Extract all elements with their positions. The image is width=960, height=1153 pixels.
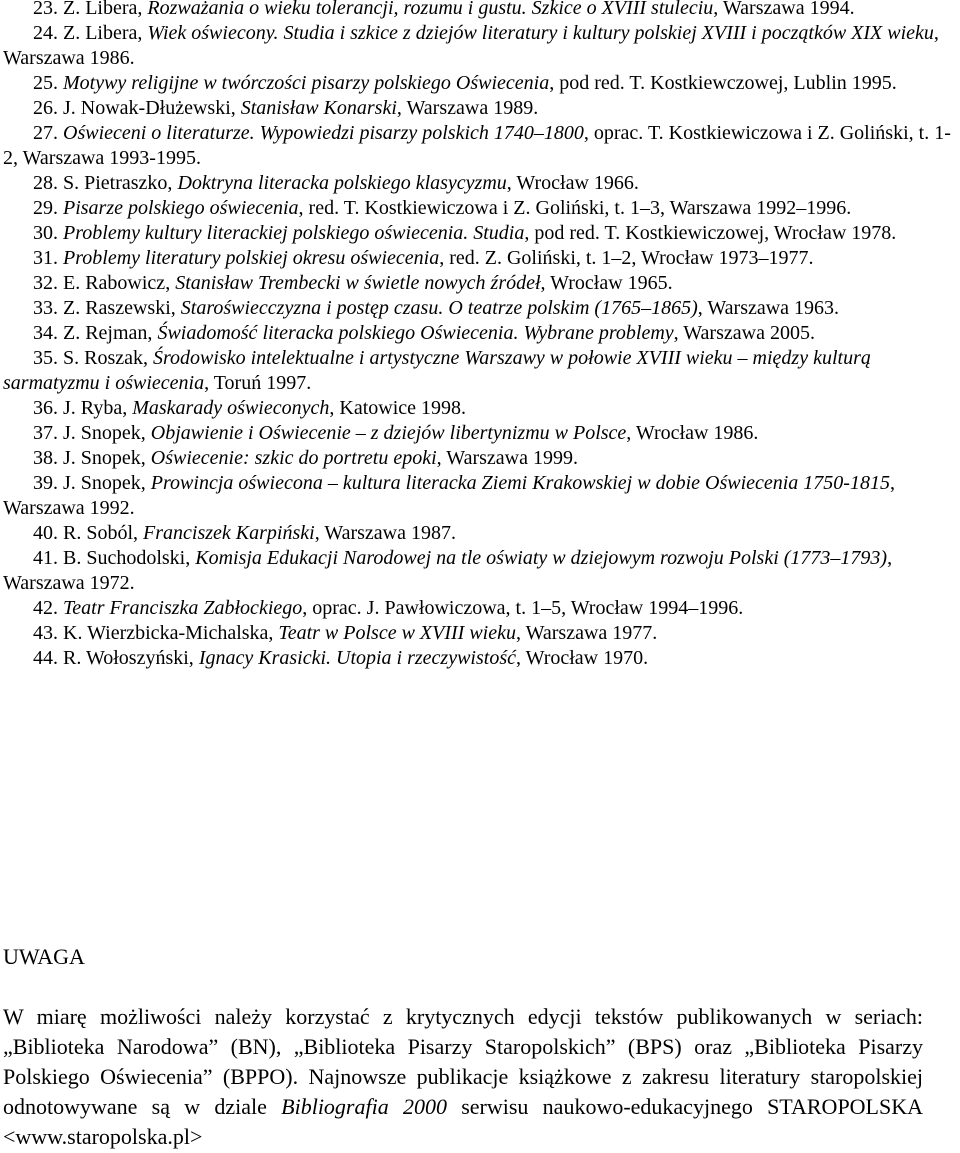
entry-number: 27. [33,122,58,144]
entry-title: Wiek oświecony. Studia i szkice z dziejów literatury i kultury polskiej XVIII i początków XIX wieku [147,22,934,44]
entry-text: Z. Libera, [58,22,148,44]
bibliography-entry [3,71,955,96]
entry-number: 33. [33,297,58,319]
bibliography-entry [3,0,955,21]
note-paragraph [3,1002,923,1152]
bibliography-entry [3,246,955,271]
note-italic-text: Bibliografia 2000 [281,1094,447,1119]
bibliography-entry [3,646,955,671]
entry-title: Doktryna literacka polskiego klasycyzmu [177,172,507,194]
entry-number: 32. [33,272,58,294]
entry-text: , Warszawa 1972. [3,547,893,594]
entry-title: Komisja Edukacji Narodowej na tle oświaty w dziejowym rozwoju Polski (1773–1793) [195,547,888,569]
note-text: serwisu naukowo-edukacyjnego STAROPOLSKA <www.staropolska.pl> [3,1094,924,1149]
entry-number: 41. [33,547,58,569]
entry-title: Teatr w Polsce w XVIII wieku [278,622,516,644]
entry-number: 42. [33,597,58,619]
entry-number: 26. [33,97,58,119]
bibliography-entry [3,596,955,621]
entry-title: Świadomość literacka polskiego Oświecenia. Wybrane problemy [157,322,674,344]
entry-number: 29. [33,197,58,219]
entry-text: J. Snopek, [58,472,151,494]
entry-title: Franciszek Karpiński [143,522,315,544]
bibliography-entry [3,296,955,321]
entry-text: J. Ryba, [58,397,133,419]
bibliography-entry [3,346,955,396]
bibliography-entry [3,621,955,646]
bibliography-entry [3,471,955,521]
entry-number: 39. [33,472,58,494]
entry-number: 23. [33,0,58,19]
entry-text: , Wrocław 1966. [506,172,639,194]
entry-text: , Warszawa 1989. [396,97,539,119]
bibliography-entry [3,446,955,471]
entry-number: 40. [33,522,58,544]
entry-text: , oprac. T. Kostkiewiczowa i Z. Goliński, t. 1-2, Warszawa 1993-1995. [3,122,951,169]
bibliography-entry [3,546,955,596]
bibliography-entry [3,521,955,546]
entry-title: Teatr Franciszka Zabłockiego [63,597,303,619]
entry-number: 34. [33,322,58,344]
entry-text: J. Snopek, [58,422,151,444]
entry-number: 31. [33,247,58,269]
bibliography-entry [3,221,955,246]
bibliography-list [3,0,955,671]
entry-text: J. Snopek, [58,447,151,469]
entry-text: , red. Z. Goliński, t. 1–2, Wrocław 1973–1977. [439,247,814,269]
entry-title: Stanisław Konarski [240,97,397,119]
bibliography-entry [3,171,955,196]
entry-title: Pisarze polskiego oświecenia [63,197,299,219]
entry-text: , Wrocław 1970. [516,647,649,669]
bibliography-entry [3,271,955,296]
entry-text: , Toruń 1997. [204,372,312,394]
entry-text: Z. Rejman, [58,322,158,344]
entry-title: Objawienie i Oświecenie – z dziejów libertynizmu w Polsce [150,422,627,444]
note-title: UWAGA [3,944,85,969]
entry-text: J. Nowak-Dłużewski, [58,97,241,119]
entry-number: 24. [33,22,58,44]
entry-text: Z. Raszewski, [58,297,181,319]
entry-text: , Wrocław 1986. [626,422,759,444]
entry-text: , Wrocław 1965. [540,272,673,294]
entry-number: 25. [33,72,58,94]
note-text: W miarę możliwości należy korzystać z krytycznych edycji tekstów publikowanych w seriach: „Biblioteka Narodowa” (BN), „Biblioteka Pisarzy Staropolskich” (BPS) oraz „Biblioteka Pisarzy Polskiego Oświecenia” (BPPO). Najnowsze publikacje książkowe z zakresu literatury staropolskiej odnotowywane są w dziale [3,1004,923,1119]
entry-title: Problemy literatury polskiej okresu oświecenia [63,247,440,269]
entry-text: , Warszawa 1963. [697,297,840,319]
bibliography-entry [3,196,955,221]
bibliography-entry [3,321,955,346]
entry-text: , Warszawa 1999. [436,447,578,469]
entry-title: Oświecenie: szkic do portretu epoki [150,447,437,469]
entry-number: 35. [33,347,58,369]
entry-text: , oprac. J. Pawłowiczowa, t. 1–5, Wrocław 1994–1996. [302,597,744,619]
bibliography-entry [3,121,955,171]
entry-text: Z. Libera, [58,0,148,19]
entry-text: S. Roszak, [58,347,153,369]
entry-title: Oświeceni o literaturze. Wypowiedzi pisarzy polskich 1740–1800 [63,122,584,144]
entry-number: 36. [33,397,58,419]
entry-text: , Warszawa 1977. [515,622,658,644]
entry-text: , Warszawa 1992. [3,472,895,519]
entry-title: Staroświecczyzna i postęp czasu. O teatrze polskim (1765–1865) [180,297,698,319]
entry-text: E. Rabowicz, [58,272,176,294]
entry-title: Stanisław Trembecki w świetle nowych źródeł [175,272,541,294]
entry-title: Maskarady oświeconych [132,397,330,419]
entry-text: S. Pietraszko, [58,172,178,194]
entry-number: 44. [33,647,58,669]
entry-number: 37. [33,422,58,444]
entry-title: Motywy religijne w twórczości pisarzy polskiego Oświecenia [63,72,550,94]
entry-text: , pod red. T. Kostkiewiczowej, Wrocław 1978. [524,222,897,244]
entry-title: Problemy kultury literackiej polskiego oświecenia. Studia [63,222,525,244]
entry-text: , Warszawa 1994. [713,0,855,19]
entry-number: 30. [33,222,58,244]
entry-text: B. Suchodolski, [58,547,196,569]
entry-text: , Warszawa 1986. [3,22,939,69]
entry-text: R. Wołoszyński, [58,647,199,669]
bibliography-entry [3,96,955,121]
entry-title: Rozważania o wieku tolerancji, rozumu i gustu. Szkice o XVIII stuleciu [147,0,714,19]
entry-text: , pod red. T. Kostkiewczowej, Lublin 1995. [549,72,897,94]
entry-title: Prowincja oświecona – kultura literacka Ziemi Krakowskiej w dobie Oświecenia 1750-1815 [150,472,890,494]
entry-number: 38. [33,447,58,469]
bibliography-entry [3,396,955,421]
bibliography-entry [3,21,955,71]
entry-title: Ignacy Krasicki. Utopia i rzeczywistość [198,647,516,669]
entry-text: K. Wierzbicka-Michalska, [58,622,279,644]
bibliography-entry [3,421,955,446]
entry-number: 43. [33,622,58,644]
entry-number: 28. [33,172,58,194]
entry-text: , Katowice 1998. [329,397,467,419]
entry-text: , Warszawa 2005. [673,322,815,344]
entry-title: Środowisko intelektualne i artystyczne Warszawy w połowie XVIII wieku – między kulturą sarmatyzmu i oświecenia [3,347,871,394]
entry-text: , Warszawa 1987. [314,522,456,544]
entry-text: , red. T. Kostkiewiczowa i Z. Goliński, t. 1–3, Warszawa 1992–1996. [298,197,852,219]
entry-text: R. Soból, [58,522,144,544]
